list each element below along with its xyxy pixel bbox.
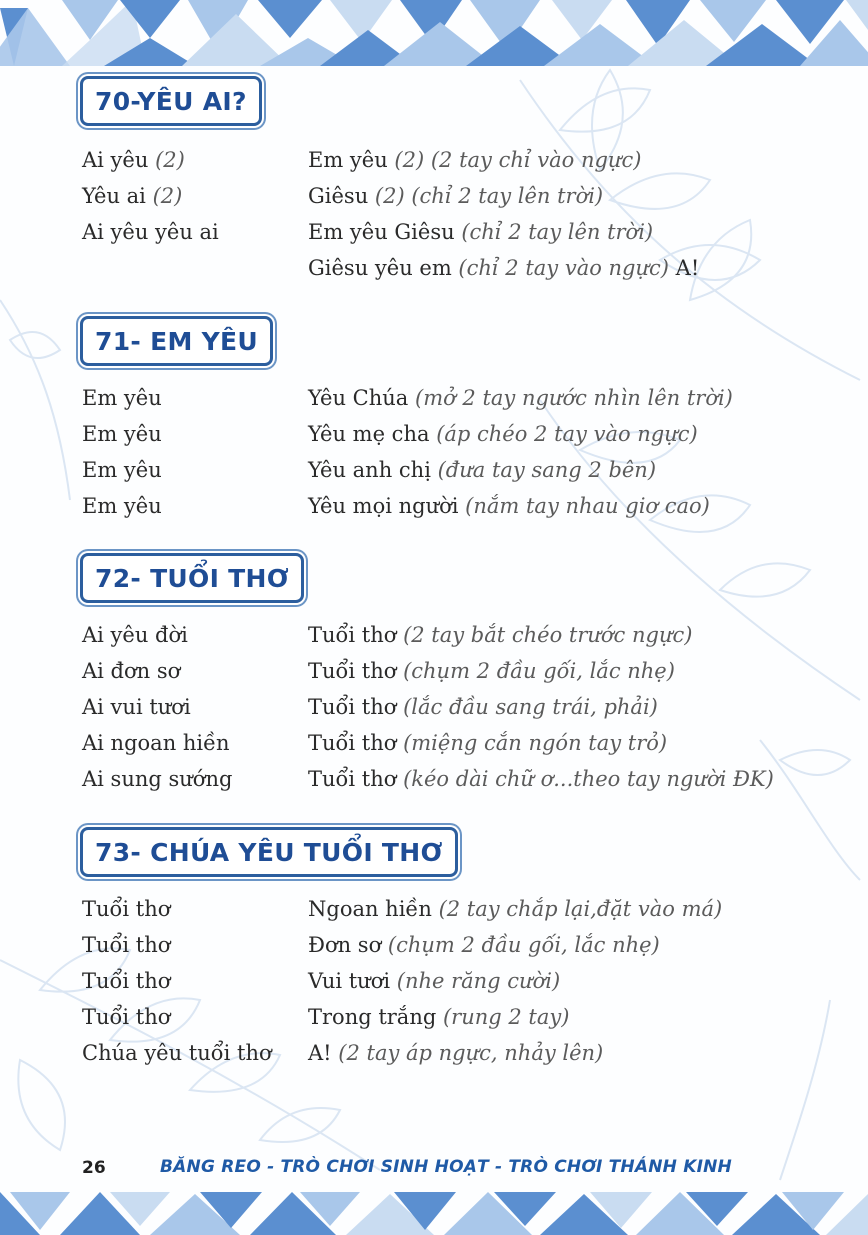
lyric-text: Ai yêu yêu ai (82, 220, 219, 244)
lyric-left: Tuổi thơ (82, 933, 171, 957)
section-title-text: 72- TUỔI THƠ (95, 563, 289, 593)
gesture-note: (miệng cắn ngón tay trỏ) (403, 731, 668, 755)
lyric-right (308, 386, 733, 416)
lyric-right (308, 220, 653, 250)
lyric-text: A! (308, 1041, 332, 1065)
lyric-text: Yêu anh chị (308, 458, 431, 482)
lyric-right (308, 1041, 603, 1071)
lyric-text: A! (675, 256, 700, 280)
lyric-text: Tuổi thơ (308, 767, 397, 791)
lyric-left: Chúa yêu tuổi thơ (82, 1041, 272, 1065)
lyric-left: Em yêu (82, 458, 162, 482)
lyric-text: Ai yêu (82, 148, 149, 172)
lyric-left: Tuổi thơ (82, 1005, 171, 1029)
section-title-71 (80, 316, 273, 366)
page-number: 26 (82, 1158, 106, 1178)
gesture-note: (lắc đầu sang trái, phải) (403, 695, 658, 719)
lyric-left: Ai sung sướng (82, 767, 233, 791)
lyric-right (308, 731, 667, 761)
gesture-note: (2) (2 tay chỉ vào ngực) (394, 148, 642, 172)
lyric-right (308, 1005, 569, 1035)
lyric-left: Em yêu (82, 422, 162, 446)
gesture-note: (chụm 2 đầu gối, lắc nhẹ) (387, 933, 660, 957)
lyric-left: Ai đơn sơ (82, 659, 181, 683)
lyric-text: Trong trắng (308, 1005, 437, 1029)
lyric-left: Em yêu (82, 494, 162, 518)
gesture-note: (2 tay áp ngực, nhảy lên) (338, 1041, 604, 1065)
lyric-right (308, 897, 722, 927)
lyric-right (308, 659, 675, 689)
lyric-right (308, 148, 641, 178)
lyric-text: Yêu mọi người (308, 494, 459, 518)
lyric-right (308, 422, 698, 452)
section-title-73 (80, 827, 458, 877)
lyric-text: Vui tươi (308, 969, 391, 993)
lyric-left: Ai vui tươi (82, 695, 191, 719)
section-title-text: 70-YÊU AI? (95, 86, 247, 116)
lyric-text: Yêu ai (82, 184, 146, 208)
gesture-note: (nhe răng cười) (396, 969, 561, 993)
lyric-right (308, 623, 692, 653)
lyric-text: Tuổi thơ (308, 659, 397, 683)
lyric-left: Ai yêu đời (82, 623, 188, 647)
gesture-note: (mở 2 tay ngước nhìn lên trời) (415, 386, 733, 410)
bottom-triangle-border (0, 1186, 868, 1235)
top-triangle-border (0, 0, 868, 72)
lyric-text: Đơn sơ (308, 933, 382, 957)
gesture-note: (chỉ 2 tay vào ngực) (458, 256, 669, 280)
lyric-left: Em yêu (82, 386, 162, 410)
section-title-text: 73- CHÚA YÊU TUỔI THƠ (95, 837, 443, 867)
lyric-right (308, 767, 774, 797)
gesture-note: (nắm tay nhau giơ cao) (465, 494, 710, 518)
lyric-text: Em yêu Giêsu (308, 220, 455, 244)
gesture-note: (chỉ 2 tay lên trời) (461, 220, 654, 244)
lyric-left: Tuổi thơ (82, 969, 171, 993)
lyric-text: Yêu Chúa (308, 386, 409, 410)
gesture-note: (2 tay bắt chéo trước ngực) (403, 623, 693, 647)
lyric-text: Giêsu (308, 184, 369, 208)
lyric-text: Giêsu yêu em (308, 256, 452, 280)
gesture-note: (chụm 2 đầu gối, lắc nhẹ) (403, 659, 675, 683)
gesture-note: (áp chéo 2 tay vào ngực) (436, 422, 698, 446)
lyric-left: Tuổi thơ (82, 897, 171, 921)
lyric-right (308, 695, 658, 725)
lyric-right (308, 494, 710, 524)
lyric-right (308, 969, 560, 999)
lyric-text: Yêu mẹ cha (308, 422, 430, 446)
lyric-right (308, 458, 656, 488)
lyric-left (82, 220, 219, 250)
section-title-70 (80, 76, 262, 126)
section-title-text: 71- EM YÊU (95, 326, 259, 356)
gesture-note: (2) (chỉ 2 tay lên trời) (374, 184, 604, 208)
lyric-right (308, 256, 699, 286)
lyric-right (308, 933, 660, 963)
lyric-left: Ai ngoan hiền (82, 731, 230, 755)
lyric-right (308, 184, 603, 214)
gesture-note: (2) (155, 148, 185, 172)
gesture-note: (2) (152, 184, 183, 208)
lyric-text: Tuổi thơ (308, 695, 397, 719)
gesture-note: (2 tay chắp lại,đặt vào má) (438, 897, 723, 921)
lyric-left (82, 148, 185, 178)
lyric-text: Ngoan hiền (308, 897, 432, 921)
lyric-text: Em yêu (308, 148, 388, 172)
lyric-text: Tuổi thơ (308, 623, 397, 647)
lyric-text: Tuổi thơ (308, 731, 397, 755)
lyric-left (82, 184, 182, 214)
gesture-note: (đưa tay sang 2 bên) (437, 458, 657, 482)
gesture-note: (rung 2 tay) (442, 1005, 570, 1029)
gesture-note: (kéo dài chữ ơ...theo tay người ĐK) (403, 767, 774, 791)
book-title-footer: BĂNG REO - TRÒ CHƠI SINH HOẠT - TRÒ CHƠI THÁNH KINH (160, 1157, 732, 1177)
section-title-72 (80, 553, 304, 603)
